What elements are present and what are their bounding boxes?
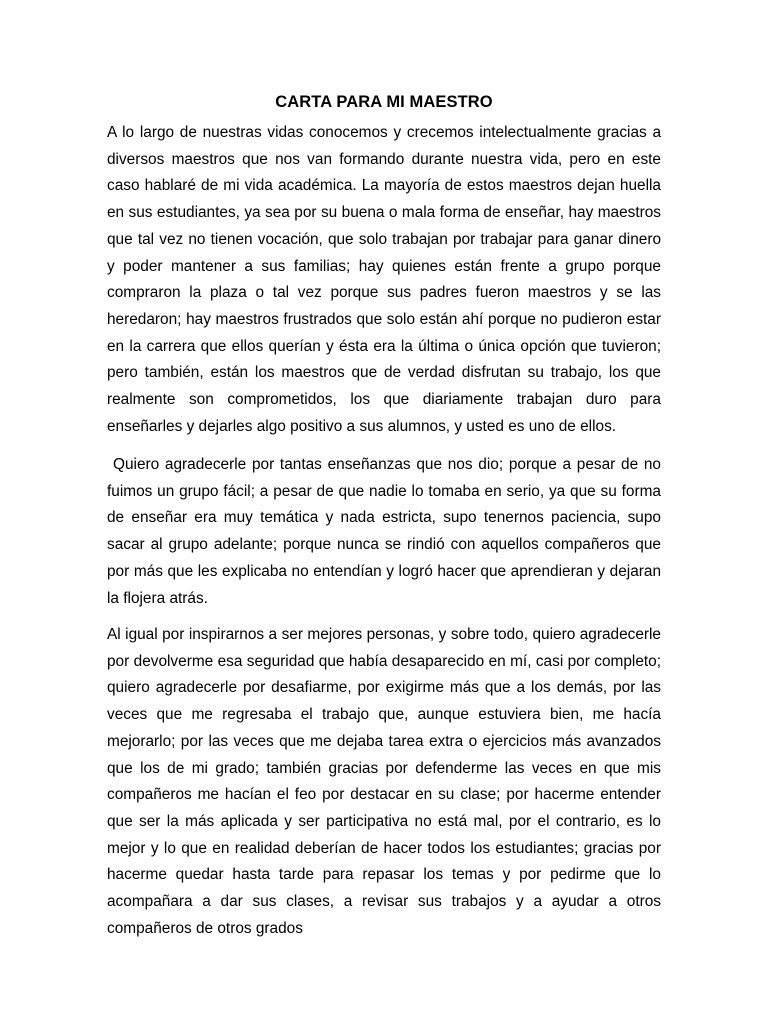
document-title: CARTA PARA MI MAESTRO — [275, 93, 493, 111]
paragraph: A lo largo de nuestras vidas conocemos y crecemos intelectualmente gracias a diversos maestros que nos van formando durante nuestra vida, pero en este caso hablaré de mi vida académica. La mayoría de estos maestros dejan huella en sus estudiantes, ya sea por su buena o mala forma de enseñar, hay maestros que tal vez no tienen vocación, que solo trabajan por trabajar para ganar dinero y poder mantener a sus familias; hay quienes están frente a grupo porque compraron la plaza o tal vez porque sus padres fueron maestros y se las heredaron; hay maestros frustrados que solo están ahí porque no pudieron estar en la carrera que ellos querían y ésta era la última o única opción que tuvieron; pero también, están los maestros que de verdad disfrutan su trabajo, los que realmente son comprometidos, los que diariamente trabajan duro para enseñarles y dejarles algo positivo a sus alumnos, y usted es uno de ellos. — [107, 124, 661, 435]
paragraph: Al igual por inspirarnos a ser mejores personas, y sobre todo, quiero agradecerle por devolverme esa seguridad que había desaparecido en mí, casi por completo; quiero agradecerle por desafiarme, por exigirme más que a los demás, por las veces que me regresaba el trabajo que, aunque estuviera bien, me hacía mejorarlo; por las veces que me dejaba tarea extra o ejercicios más avanzados que los de mi grado; también gracias por defenderme las veces en que mis compañeros me hacían el feo por destacar en su clase; por hacerme entender que ser la más aplicada y ser participativa no está mal, por el contrario, es lo mejor y lo que en realidad deberían de hacer todos los estudiantes; gracias por hacerme quedar hasta tarde para repasar los temas y por pedirme que lo acompañara a dar sus clases, a revisar sus trabajos y a ayudar a otros compañeros de otros grados — [107, 626, 661, 937]
paragraph: Quiero agradecerle por tantas enseñanzas que nos dio; porque a pesar de no fuimos un grupo fácil; a pesar de que nadie lo tomaba en serio, ya que su forma de enseñar era muy temática y nada estricta, supo tenernos paciencia, supo sacar al grupo adelante; porque nunca se rindió con aquellos compañeros que por más que les explicaba no entendían y logró hacer que aprendieran y dejaran la flojera atrás. — [107, 456, 661, 607]
